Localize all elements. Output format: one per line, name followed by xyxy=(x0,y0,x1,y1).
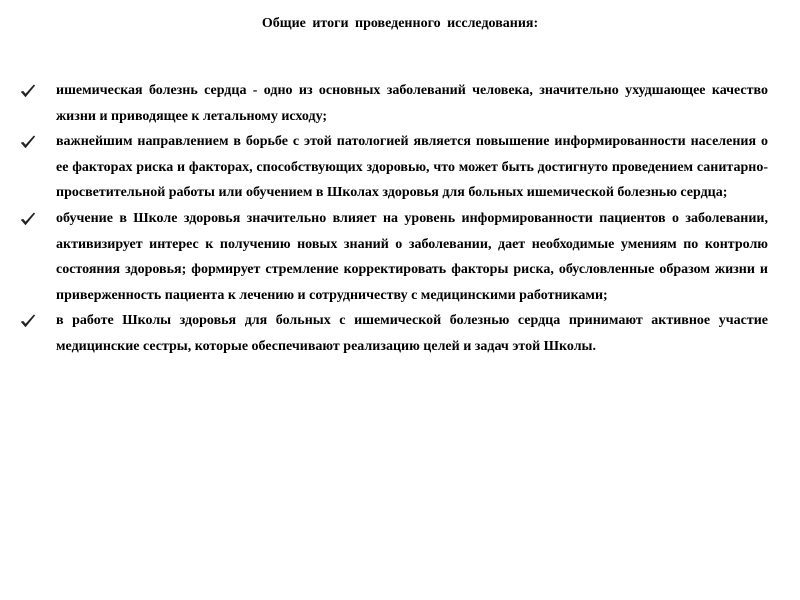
list-item xyxy=(56,129,768,206)
bullet-text: в работе Школы здоровья для больных с ишемической болезнью сердца принимают активное участие медицинские сестры, которые обеспечивают реализацию целей и задач этой Школы. xyxy=(56,313,768,354)
bullet-list xyxy=(56,78,768,360)
bullet-text: ишемическая болезнь сердца - одно из основных заболеваний человека, значительно ухудшающее качество жизни и приводящее к летальному исходу; xyxy=(56,83,768,124)
bullet-text: обучение в Школе здоровья значительно влияет на уровень информированности пациентов о заболевании, активизирует интерес к получению новых знаний о заболевании, дает необходимые умениям по контролю состояния здоровья; формирует стремление корректировать факторы риска, обусловленные образом жизни и приверженность пациента к лечению и сотрудничеству с медицинскими работниками; xyxy=(56,210,768,303)
checkmark-icon xyxy=(20,211,36,227)
checkmark-icon xyxy=(20,313,36,329)
list-item xyxy=(56,206,768,308)
list-item xyxy=(56,78,768,129)
checkmark-icon xyxy=(20,83,36,99)
checkmark-icon xyxy=(20,134,36,150)
bullet-text: важнейшим направлением в борьбе с этой патологией является повышение информированности населения о ее факторах риска и факторах, способствующих здоровью, что может быть достигнуто проведением санитарно-просветительной работы или обучением в Школах здоровья для больных ишемической болезнью сердца; xyxy=(56,134,768,201)
slide-title: Общие итоги проведенного исследования: xyxy=(261,16,539,31)
list-item xyxy=(56,308,768,359)
